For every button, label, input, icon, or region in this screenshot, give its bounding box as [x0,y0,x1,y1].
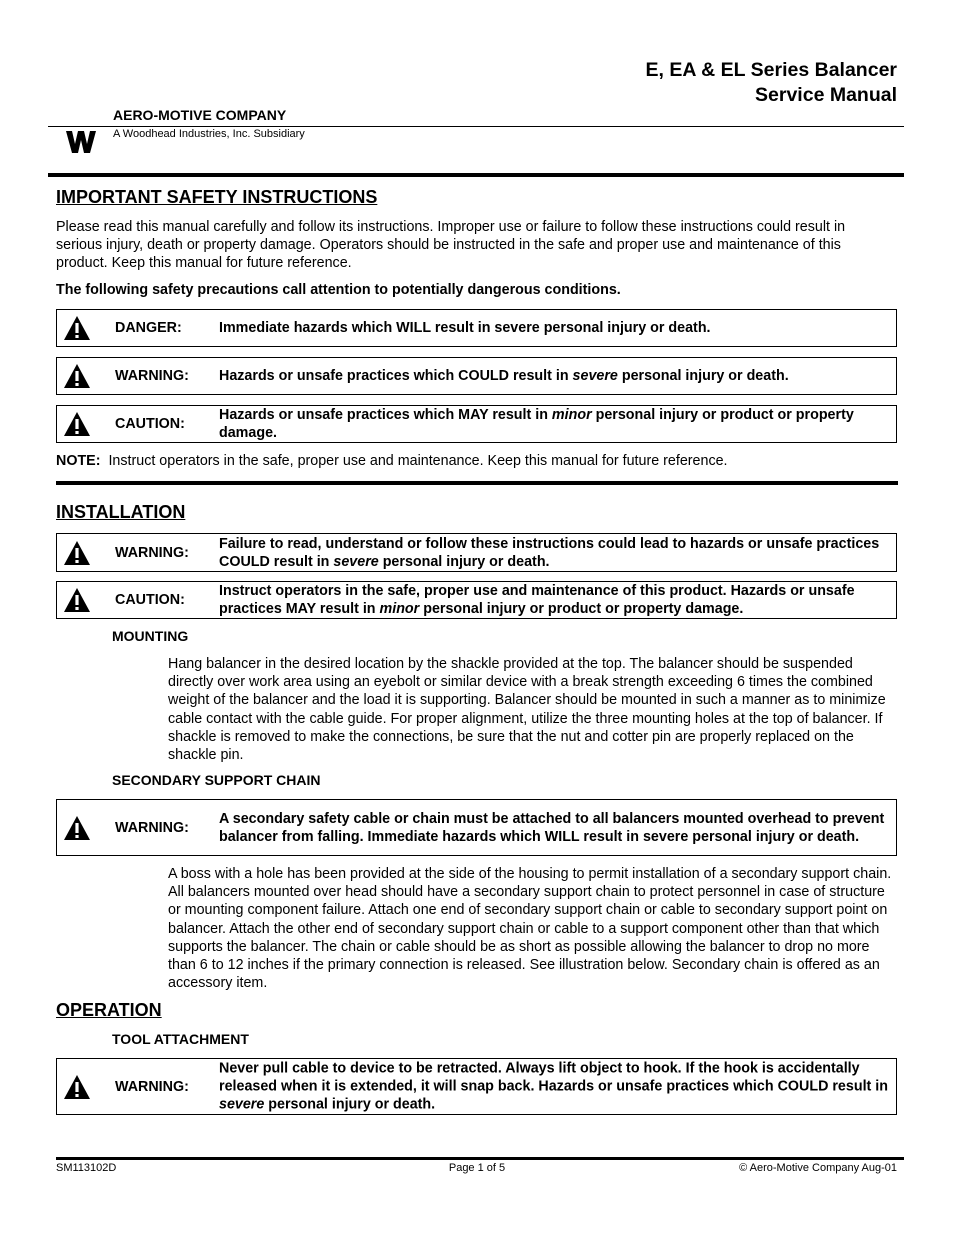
caution-text: Instruct operators in the safe, proper use and maintenance of this product. Hazards or unsafe practices MAY result in minor personal injury or product or property damage. [219,582,855,617]
chain-warning-box [56,799,897,856]
note-text: Instruct operators in the safe, proper use and maintenance. Keep this manual for future reference. [108,453,728,469]
safety-heading: IMPORTANT SAFETY INSTRUCTIONS [56,187,378,207]
operation-heading: OPERATION [56,1000,162,1020]
document-number: SM113102D [56,1162,117,1174]
installation-warning-box [56,533,897,572]
company-name: AERO-MOTIVE COMPANY [113,107,287,123]
caution-label: CAUTION: [115,416,185,432]
warning-text: Never pull cable to device to be retracted. Always lift object to hook. If the hook is accidentally released when it is extended, it will snap back. Hazards or unsafe practices which COULD result in severe personal injury or death. [219,1060,888,1113]
page-number: Page 1 of 5 [448,1162,506,1174]
warning-label: WARNING: [115,544,189,561]
company-subsidiary: A Woodhead Industries, Inc. Subsidiary [113,128,305,140]
installation-heading: INSTALLATION [56,502,186,522]
warning-triangle-icon [63,411,91,437]
note-label: NOTE: [56,453,101,469]
warning-text: Hazards or unsafe practices which COULD result in severe personal injury or death. [219,367,789,384]
mounting-heading: MOUNTING [112,628,189,644]
tool-attachment-heading: TOOL ATTACHMENT [112,1031,249,1047]
warning-box [56,357,897,395]
warning-label: WARNING: [115,368,189,384]
danger-box [56,309,897,347]
precautions-statement: The following safety precautions call attention to potentially dangerous conditions. [56,282,621,298]
warning-triangle-icon [63,1074,91,1100]
warning-text: Failure to read, understand or follow these instructions could lead to hazards or unsafe practices COULD result in severe personal injury or death. [219,535,880,570]
section-divider [56,481,898,485]
caution-box [56,405,897,443]
danger-text: Immediate hazards which WILL result in severe personal injury or death. [219,319,711,336]
warning-label: WARNING: [115,819,189,836]
note [56,452,886,470]
header-rule [48,126,904,127]
warning-text: A secondary safety cable or chain must be attached to all balancers mounted overhead to prevent balancer from falling. Immediate hazards which WILL result in severe personal injury or death. [219,810,885,845]
danger-label: DANGER: [115,320,182,336]
safety-intro: Please read this manual carefully and follow its instructions. Improper use or failure to follow these instructions could result in serious injury, death or property damage. Operators should be instructed in the safe and proper use and maintenance of this product. Keep this manual for future reference. [56,219,846,272]
mounting-text: Hang balancer in the desired location by the shackle provided at the top. The balancer should be suspended directly over work area using an eyebolt or similar device with a break strength exceeding 6 times the combined weight of the balancer and the load it is supporting. Balancer should be mounted in such a manner as to minimize cable contact with the cable guide. For proper alignment, utilize the three mounting holes at the top of balancer. If shackle is removed to make the connections, be sure that the nut and cotter pin are properly replaced on the shackle pin. [168,656,886,764]
caution-text: Hazards or unsafe practices which MAY result in minor personal injury or product or property damage. [219,406,854,441]
copyright: © Aero-Motive Company Aug-01 [739,1162,897,1174]
warning-triangle-icon [63,363,91,389]
operation-warning-box [56,1058,897,1115]
warning-label: WARNING: [115,1078,189,1095]
warning-triangle-icon [63,587,91,613]
document-title-line1: E, EA & EL Series Balancer [645,59,897,81]
section-divider [48,173,904,177]
footer-rule [56,1157,904,1160]
document-title-line2: Service Manual [755,84,897,106]
secondary-chain-heading: SECONDARY SUPPORT CHAIN [112,772,321,788]
warning-triangle-icon [63,540,91,566]
caution-label: CAUTION: [115,592,185,608]
warning-triangle-icon [63,815,91,841]
woodhead-logo [66,131,96,157]
secondary-chain-text: A boss with a hole has been provided at the side of the housing to permit installation of a secondary support chain. All balancers mounted over head should have a secondary support chain to protect personnel in case of structure or mounting component failure. Attach one end of secondary support chain or cable to secondary support point on balancer. Attach the other end of secondary support chain or cable to a support component other than that which supports the balancer. The chain or cable should be as short as possible allowing the balancer to drop no more than 6 to 12 inches if the primary connection is released. See illustration below. Secondary chain is offered as an accessory item. [168,866,892,992]
warning-triangle-icon [63,315,91,341]
installation-caution-box [56,581,897,619]
